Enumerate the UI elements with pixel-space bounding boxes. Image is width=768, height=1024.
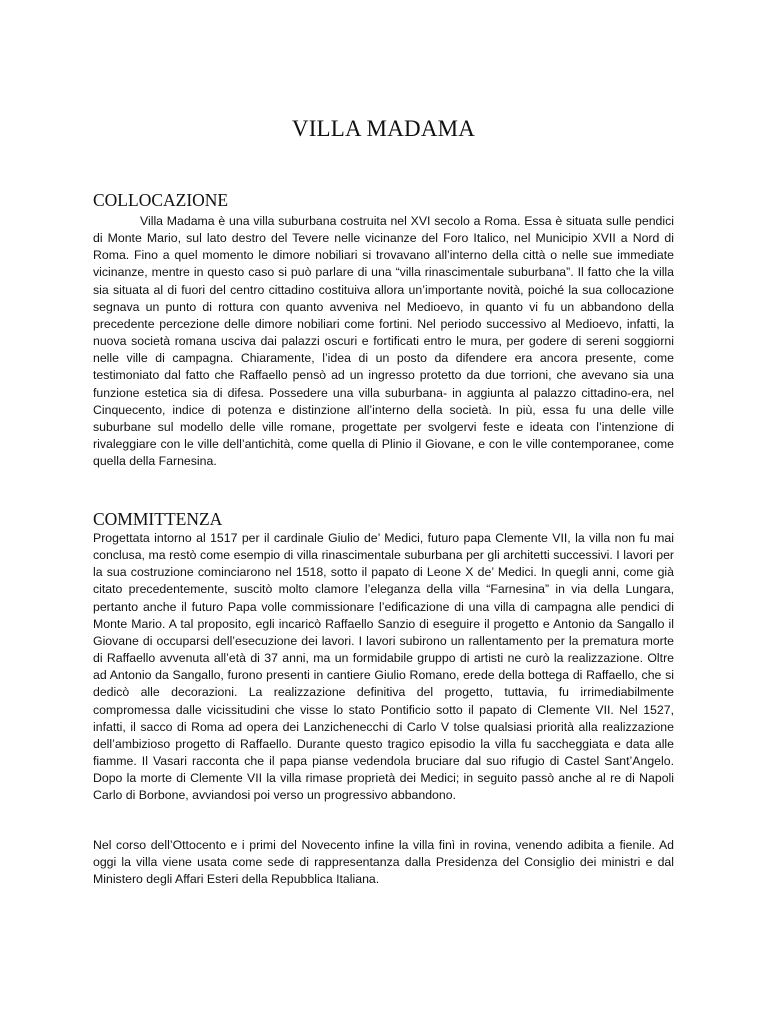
section-heading-collocazione: COLLOCAZIONE bbox=[93, 190, 229, 210]
committenza-paragraph-2: Nel corso dell’Ottocento e i primi del Novecento infine la villa finì in rovina, venendo adibita a fienile. Ad oggi la villa viene usata come sede di rappresentanza dalla Presidenza del Consiglio dei ministri e dal Ministero degli Affari Esteri della Repubblica Italiana. bbox=[93, 838, 674, 887]
section-heading-committenza: COMMITTENZA bbox=[93, 509, 223, 529]
collocazione-paragraph: Villa Madama è una villa suburbana costruita nel XVI secolo a Roma. Essa è situata sulle pendici di Monte Mario, sul lato destro del Tevere nelle vicinanze del Foro Italico, nel Municipio XVII a Nord di Roma. Fino a quel momento le dimore nobiliari si trovavano all’interno della città o nelle sue immediate vicinanze, mentre in questo caso si può parlare di una “villa rinascimentale suburbana”. Il fatto che la villa sia situata al di fuori del centro cittadino costituiva allora un’importante novità, poiché la sua collocazione segnava un punto di rottura con quanto avveniva nel Medioevo, in quanto vi fu un abbandono della precedente percezione delle dimore nobiliari come fortini. Nel periodo successivo al Medioevo, infatti, la nuova società romana usciva dai palazzi oscuri e fortificati entro le mura, per godere di sereni soggiorni nelle ville di campagna. Chiaramente, l’idea di un posto da difendere era ancora presente, come testimoniato dal fatto che Raffaello pensò ad un ingresso protetto da due torrioni, che avevano sia una funzione estetica sia di difesa. Possedere una villa suburbana- in aggiunta al palazzo cittadino-era, nel Cinquecento, indice di potenza e distinzione all’interno della società. In più, essa fu una delle ville suburbane sul modello delle ville romane, progettate per svolgervi feste e ideata con l’intenzione di rivaleggiare con le ville dell’antichità, come quella di Plinio il Giovane, e con le ville contemporanee, come quella della Farnesina. bbox=[93, 214, 674, 469]
committenza-paragraph-1: Progettata intorno al 1517 per il cardinale Giulio de’ Medici, futuro papa Clemente VII, la villa non fu mai conclusa, ma restò come esempio di villa rinascimentale suburbana per gli architetti successivi. I lavori per la sua costruzione cominciarono nel 1518, sotto il papato di Leone X de’ Medici. In quegli anni, come già citato precedentemente, suscitò molto clamore l’eleganza della villa “Farnesina” in via della Lungara, pertanto anche il futuro Papa volle commissionare l’edificazione di una villa di campagna alle pendici di Monte Mario. A tal proposito, egli incaricò Raffaello Sanzio di eseguire il progetto e Antonio da Sangallo il Giovane di occuparsi dell’esecuzione dei lavori. I lavori subirono un rallentamento per la prematura morte di Raffaello avvenuta all’età di 37 anni, ma un formidabile gruppo di artisti ne curò la realizzazione. Oltre ad Antonio da Sangallo, furono presenti in cantiere Giulio Romano, erede della bottega di Raffaello, che si dedicò alle decorazioni. La realizzazione definitiva del progetto, tuttavia, fu irrimediabilmente compromessa dalle vicissitudini che visse lo stato Pontificio sotto il papato di Clemente VII. Nel 1527, infatti, il sacco di Roma ad opera dei Lanzichenecchi di Carlo V tolse qualsiasi priorità alla realizzazione dell’ambizioso progetto di Raffaello. Durante questo tragico episodio la villa fu saccheggiata e data alle fiamme. Il Vasari racconta che il papa pianse vedendola bruciare dal suo rifugio di Castel Sant’Angelo. Dopo la morte di Clemente VII la villa rimase proprietà dei Medici; in seguito passò anche al re di Napoli Carlo di Borbone, avviandosi poi verso un progressivo abbandono. bbox=[93, 531, 674, 803]
page-title: VILLA MADAMA bbox=[291, 116, 476, 141]
